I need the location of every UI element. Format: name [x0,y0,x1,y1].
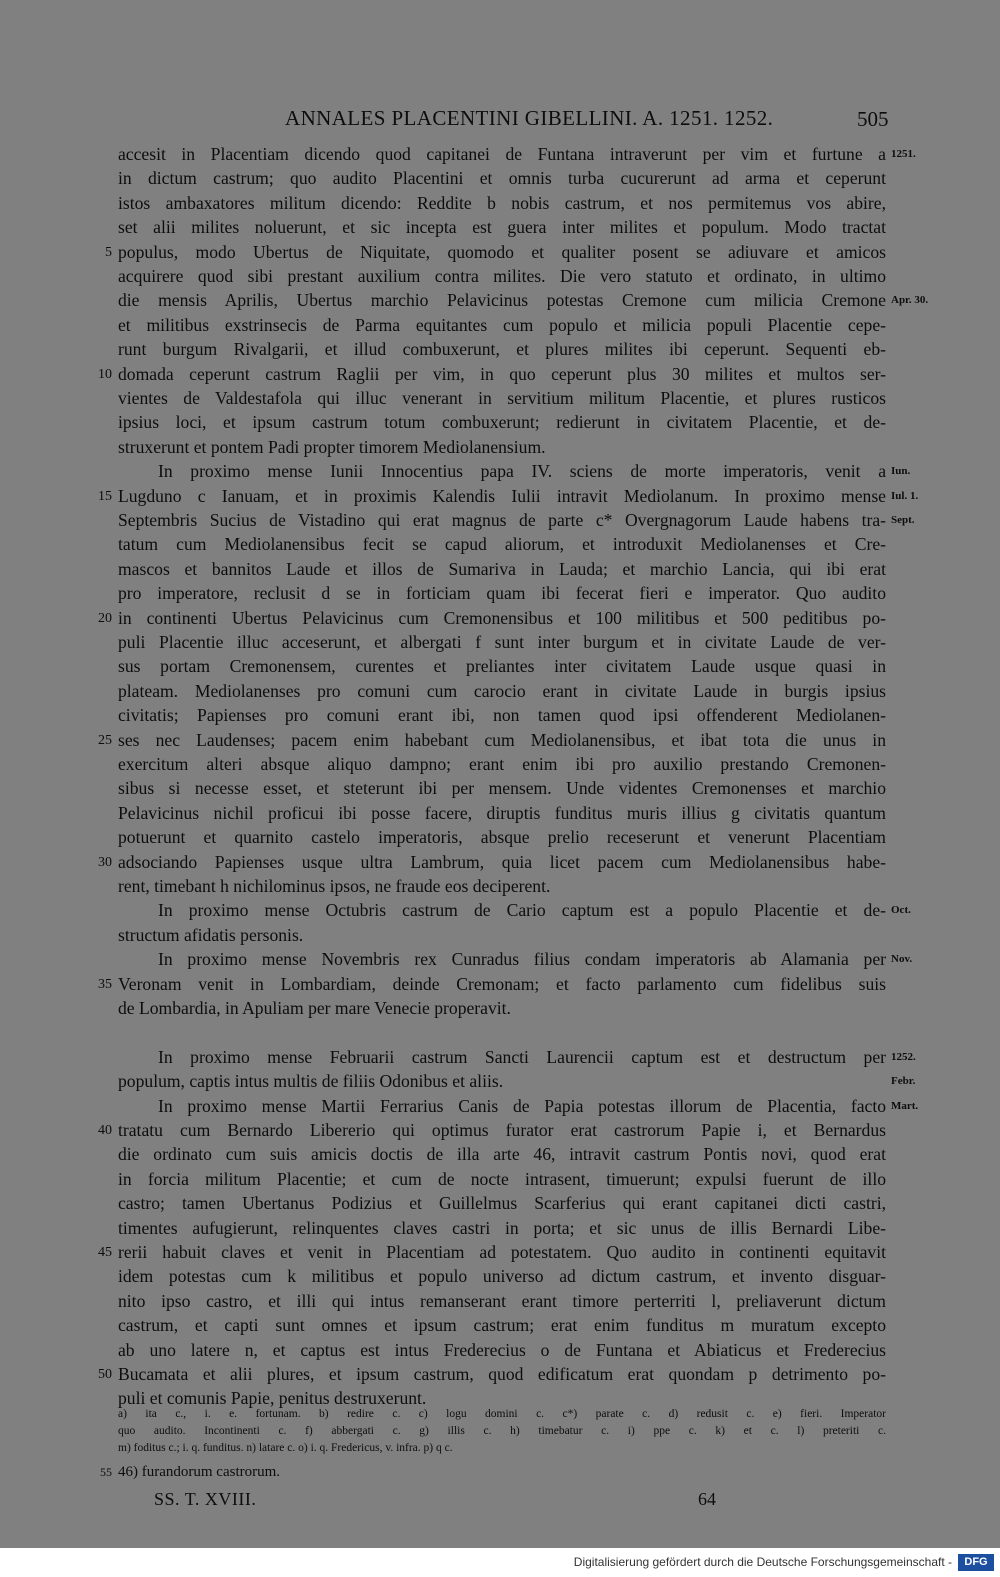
running-head [0,106,1000,136]
line-text: castrum, et capti sunt omnes et ipsum castrum; erat enim funditus m muratum excepto [118,1315,886,1336]
line-text: set alii milites noluerunt, et sic incepta est guera inter milites et populum. Modo tractat [118,217,886,238]
line-number: 15 [98,488,112,504]
line-text: sus portam Cremonensem, curentes et preliantes inter civitatem Laude usque quasi in [118,656,886,677]
line-text: istos ambaxatores militum dicendo: Reddite b nobis castrum, et nos permitemus vos abire, [118,192,886,213]
line-number: 30 [98,854,112,870]
text-line [0,362,1000,387]
text-line [0,1289,1000,1314]
line-text: et militibus exstrinsecis de Parma equitantes cum populo et milicia populi Placentie cepe- [118,314,886,335]
text-line [0,532,1000,557]
text-line [0,1362,1000,1387]
apparatus-line: m) foditus c.; i. q. funditus. n) latare c. o) i. q. Fredericus, v. infra. p) q c. [118,1442,453,1454]
text-line [0,850,1000,875]
text-line [0,947,1000,972]
margin-date: Apr. 30. [891,294,929,307]
line-text: sibus si necesse esset, et steterunt ibi per mensem. Unde videntes Cremonenses et marchio [118,778,886,799]
line-number: 40 [98,1123,112,1138]
line-text: acquirere quod sibi prestant auxilium contra milites. Die vero statuto et ordinato, in ultimo [118,266,886,286]
line-text: rerii habuit claves et venit in Placentiam ad potestatem. Quo audito in continenti equitavit [118,1242,886,1262]
text-line [0,703,1000,728]
text-line [0,264,1000,289]
text-line [0,898,1000,923]
margin-date: Nov. [891,953,913,966]
margin-date: Mart. [891,1099,919,1112]
line-text: Bucamata et alii plures, et ipsum castrum, quod edificatum erat quondam p detrimento po- [118,1364,886,1384]
line-text: In proximo mense Februarii castrum Sancti Laurencii captum est et destructum per [158,1046,886,1067]
footnote-46: 46) furandorum castrorum. [118,1464,281,1480]
text-line [0,630,1000,655]
text-line [0,484,1000,509]
text-line [0,776,1000,801]
text-line [0,288,1000,313]
text-line [0,215,1000,240]
text-line [0,1118,1000,1143]
line-text: vientes de Valdestafola qui illuc venerant in servitium militum Placentie, et plures rusticos [118,388,886,408]
line-text: de Lombardia, in Apuliam per mare Venecie properavit. [118,998,511,1018]
dfg-logo: DFG [958,1554,994,1571]
margin-date: 1251. [891,148,916,160]
line-text: rent, timebant h nichilominus ipsos, ne fraude eos deciperent. [118,876,551,896]
line-text: puli et comunis Papie, penitus destruxerunt. [118,1388,427,1409]
text-line [0,386,1000,411]
line-text: idem potestas cum k militibus et populo universo ad dictum castrum, et invento disguar- [118,1266,886,1287]
line-text: timentes aufugierunt, relinquentes claves castri in porta; et sic unus de illis Bernardi Libe- [118,1217,886,1238]
text-line [0,728,1000,753]
line-text: castro; tamen Ubertanus Podizius et Guillelmus Scarferius qui erant capitanei dicti castri, [118,1193,886,1214]
text-line [0,679,1000,704]
line-text: nito ipso castro, et illi qui intus remanserant erant timore perterriti l, preliaverunt dictum [118,1290,886,1311]
text-line [0,1338,1000,1363]
text-line [0,825,1000,850]
text-line [0,874,1000,899]
margin-date: Oct. [891,904,911,917]
line-text: ses nec Laudenses; pacem enim habebant cum Mediolanensibus, et ibat tota die unus in [118,729,886,750]
text-line [0,240,1000,265]
line-text: adsociando Papienses usque ultra Lambrum, quia licet pacem cum Mediolanensibus habe- [118,851,886,872]
text-line [0,752,1000,777]
text-line [0,801,1000,826]
line-text: in forcia militum Placentie; et cum de nocte intrasent, timuerunt; expulsi fuerunt de illo [118,1168,886,1189]
note-line-number: 55 [100,1465,112,1479]
text-line [0,1264,1000,1289]
text-line [0,508,1000,533]
text-line [0,191,1000,216]
line-text: Lugduno c Ianuam, et in proximis Kalendis Iulii intravit Mediolanum. In proximo mense [118,485,886,506]
signature-number: 64 [698,1489,716,1509]
line-number: 20 [98,610,112,626]
line-text: structum afidatis personis. [118,924,304,945]
text-line [0,1167,1000,1192]
digitization-banner [0,1548,1000,1577]
line-number: 25 [98,732,112,748]
line-number: 10 [98,366,112,382]
text-line [0,996,1000,1021]
line-number: 50 [98,1367,112,1382]
text-line [0,1069,1000,1094]
line-text: potuerunt et quarnito castelo imperatoris, absque prelio receserunt et venerunt Placentiam [118,827,886,848]
line-number: 5 [105,244,112,260]
line-text: populus, modo Ubertus de Niquitate, quomodo et qualiter posent se adiuvare et amicos [118,241,886,262]
line-text: accesit in Placentiam dicendo quod capitanei de Funtana intraverunt per vim et furtune a [118,144,886,164]
margin-date: Iun. [891,465,911,478]
line-text: populum, captis intus multis de filiis Odonibus et aliis. [118,1071,504,1092]
line-text: tatum cum Mediolanensibus fecit se capud aliorum, et introduxit Mediolanenses et Cre- [118,534,886,555]
page-number: 505 [857,107,889,131]
line-number: 35 [98,976,112,992]
line-text: mascos et bannitos Laude et illos de Sumariva in Lauda; et marchio Lancia, qui ibi erat [118,558,886,579]
apparatus-line: quo audito. Incontinenti c. f) abbergati c. g) illis c. h) timebatur c. i) ppe c. k) et c. l) preteriti c. [118,1425,886,1437]
line-text: ab uno latere n, et captus est intus Frederecius o de Funtana et Abiaticus et Frederecius [118,1339,886,1360]
text-line [0,1240,1000,1265]
text-line [0,654,1000,679]
line-text: in dictum castrum; quo audito Placentini et omnis turba cucurerunt ad arma et ceperunt [118,168,886,189]
paragraph-gap [0,1020,1000,1045]
margin-date: 1252. [891,1050,916,1063]
line-text: plateam. Mediolanenses pro comuni cum carocio erant in civitate Laude in burgis ipsius [118,680,886,701]
line-text: die ordinato cum suis amicis doctis de illa arte 46, intravit castrum Pontis novi, quod erat [118,1144,886,1165]
line-text: in continenti Ubertus Pelavicinus cum Cremonensibus et 100 militibus et 500 peditibus po- [118,607,886,628]
line-text: In proximo mense Martii Ferrarius Canis de Papia potestas illorum de Placentia, facto [158,1095,886,1116]
text-line [0,606,1000,631]
signature-mark: SS. T. XVIII. [154,1489,257,1509]
line-text: struxerunt et pontem Padi propter timorem Mediolanensium. [118,436,546,457]
text-line [0,1094,1000,1119]
line-text: domada ceperunt castrum Raglii per vim, in quo ceperunt plus 30 milites et multos ser- [118,363,886,384]
text-line [0,459,1000,484]
margin-date: Iul. 1. [891,489,919,502]
line-number: 45 [98,1245,112,1260]
text-line [0,1191,1000,1216]
line-text: tratatu cum Bernardo Libererio qui optimus furator erat castrorum Papie i, et Bernardus [118,1120,886,1140]
line-text: civitatis; Papienses pro comuni erant ibi, non tamen quod ipsi offenderent Mediolanen- [118,705,886,726]
text-line [0,313,1000,338]
text-line [0,923,1000,948]
line-text: puli Placentie illuc acceserunt, et albergati f sunt inter burgum et in civitate Laude de ver- [118,632,886,652]
text-line [0,166,1000,191]
line-text: die mensis Aprilis, Ubertus marchio Pelavicinus potestas Cremone cum milicia Cremone [118,290,886,311]
line-text: pro imperatore, reclusit d se in forticiam quam ibi fecerat fieri e imperator. Quo audito [118,583,886,604]
text-line [0,435,1000,460]
line-text: exercitum alteri absque aliquo dampno; erant enim ibi pro auxilio prestando Cremonen- [118,754,886,774]
line-text: Veronam venit in Lombardiam, deinde Cremonam; et facto parlamento cum fidelibus suis [118,973,886,994]
line-text: In proximo mense Iunii Innocentius papa IV. sciens de morte imperatoris, venit a [158,461,886,482]
text-line [0,410,1000,435]
text-line [0,1142,1000,1167]
line-text: Septembris Sucius de Vistadino qui erat magnus de parte c* Overgnagorum Laude habens tra- [118,510,886,530]
running-title: ANNALES PLACENTINI GIBELLINI. A. 1251. 1252. [285,106,774,130]
digitization-credit: Digitalisierung gefördert durch die Deutsche Forschungsgemeinschaft - [573,1555,952,1569]
line-text: Pelavicinus nichil proficui ibi posse facere, diruptis funditus muris illius g civitatis quantum [118,802,886,823]
text-line [0,337,1000,362]
line-text: ipsius loci, et ipsum castrum totum combuxerunt; redierunt in civitatem Placentie, et de- [118,412,886,433]
text-line [0,1313,1000,1338]
line-text: In proximo mense Octubris castrum de Cario captum est a populo Placentie et de- [158,900,886,921]
line-text: runt burgum Rivalgarii, et illud combuxerunt, et plures milites ibi ceperunt. Sequenti eb- [118,339,886,360]
text-line [0,142,1000,167]
text-line [0,1045,1000,1070]
text-line [0,1216,1000,1241]
text-line [0,972,1000,997]
margin-date: Febr. [891,1075,916,1088]
margin-date: Sept. [891,514,915,526]
line-text: In proximo mense Novembris rex Cunradus filius condam imperatoris ab Alamania per [158,949,886,970]
text-line [0,581,1000,606]
apparatus-line: a) ita c., i. e. fortunam. b) redire c. c) logu domini c. c*) parate c. d) redusit c. e) fieri. Imperator [118,1408,886,1420]
text-line [0,557,1000,582]
